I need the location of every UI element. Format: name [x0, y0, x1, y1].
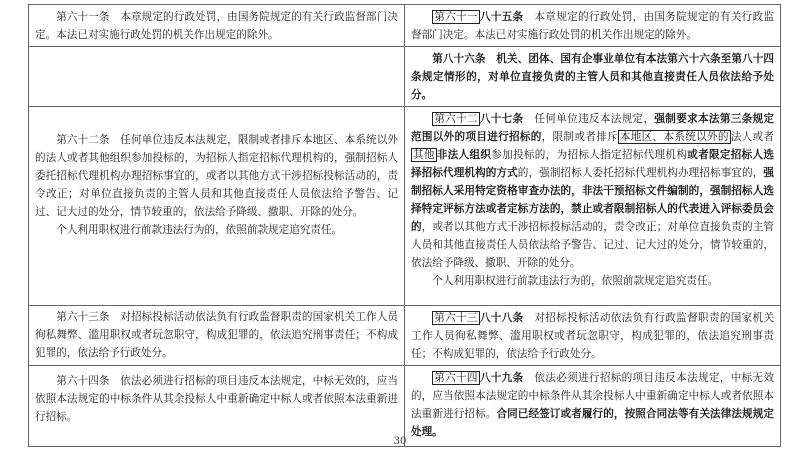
article-body: 法人或者	[730, 131, 775, 143]
article-paragraph-2: 个人利用职权进行前款违法行为的，依照前款规定追究责任。	[56, 224, 343, 236]
article-number: 第六十二条	[56, 134, 110, 146]
revised-cell	[405, 5, 781, 47]
article-text	[35, 308, 398, 362]
original-cell	[29, 5, 405, 47]
page-number: 30	[393, 436, 407, 447]
new-article-number: 八十八条	[479, 312, 524, 324]
new-article-number: 八十九条	[479, 372, 524, 384]
deleted-text-box: 本地区、本系统以外的	[619, 131, 729, 143]
article-text	[411, 110, 774, 272]
article-body: 对招标投标活动依法负有行政监督职责的国家机关工作人员徇私舞弊、滥用职权或者玩忽职守，构成犯罪的，依法追究刑事责任；不构成犯罪的，依法给予行政处分。	[411, 312, 775, 360]
added-text: 强制招标人采用特定资格审查办法的，非法干预招标文件编制的，强制招标人选择特定评标方法或者定标方法的，禁止或者限制招标人的代表进入评标委员会的	[411, 167, 775, 233]
added-text: 强制要求本法第三条规定范围以外的项目进行招标的	[411, 113, 775, 143]
article-text	[411, 369, 774, 441]
article-number: 第六十一条	[56, 11, 110, 23]
revised-cell	[405, 366, 781, 447]
article-body: 任何单位违反本法规定，	[534, 113, 655, 125]
old-article-number-box: 第六十四	[434, 372, 478, 384]
added-text: 或者限定招标人选择招标代理机构的方式	[411, 149, 775, 179]
revised-cell	[405, 306, 781, 366]
deleted-text-box: 其他	[413, 149, 435, 161]
article-text	[35, 8, 398, 44]
article-body-new: 第八十六条 机关、团体、国有企事业单位有本法第六十六条至第八十四条规定情形的，对单位直接负责的主管人员和其他直接责任人员依法给予处分。	[411, 53, 774, 101]
table-row	[29, 107, 781, 306]
article-body: 依法必须进行招标的项目违反本法规定，中标无效的，应当依照本法规定的中标条件从其余投标人中重新确定中标人或者依照本法重新进行招标。	[35, 375, 399, 423]
revised-cell	[405, 47, 781, 107]
added-text: 合同已经签订或者履行的，按照合同法等有关法律法规规定处理。	[411, 408, 775, 438]
added-text: 非法人组织	[436, 149, 492, 161]
comparison-table	[28, 4, 781, 447]
article-body: ，限制或者排斥	[541, 131, 618, 143]
article-body: 依法必须进行招标的项目违反本法规定，中标无效的，应当依照本法规定的中标条件从其余投标人中重新确定中标人或者依照本法重新进行招标。	[411, 372, 775, 420]
old-article-number-box: 第六十二	[434, 113, 478, 125]
article-body: 任何单位违反本法规定，限制或者排斥本地区、本系统以外的法人或者其他组织参加投标的，为招标人指定招标代理机构的，强制招标人委托招标代理机构办理招标事宜的，或者以其他方式干涉招标投标活动的，责令改正；对单位直接负责的主管人员和其他直接责任人员依法给予警告、记过、记大过的处分，情节较重的，依法给予降级、撤职、开除的处分。	[35, 134, 399, 218]
article-text	[411, 8, 774, 44]
article-number: 第六十四条	[56, 375, 110, 387]
original-cell-empty	[29, 47, 405, 107]
article-body: 的，强制招标人委托招标代理机构办理招标事宜的，	[517, 167, 764, 179]
original-cell	[29, 107, 405, 306]
new-article-number: 八十七条	[479, 113, 524, 125]
table-row	[29, 5, 781, 47]
article-body: 本章规定的行政处罚，由国务院规定的有关行政监督部门决定。本法已对实施行政处罚的机关作出规定的除外。	[35, 11, 399, 41]
original-cell	[29, 306, 405, 366]
table-row	[29, 306, 781, 366]
new-article-number: 八十五条	[479, 11, 524, 23]
article-body: 本章规定的行政处罚，由国务院规定的有关行政监督部门决定。本法已对实施行政处罚的机关作出规定的除外。	[411, 11, 775, 41]
article-text	[35, 131, 398, 221]
original-cell	[29, 366, 405, 447]
article-body: 参加投标的，为招标人指定招标代理机构	[491, 149, 688, 161]
table-row	[29, 47, 781, 107]
revised-cell	[405, 107, 781, 306]
article-body: ，或者以其他方式干涉招标投标活动的，责令改正；对单位直接负责的主管人员和其他直接责任人员依法给予警告、记过、记大过的处分，情节较重的，依法给予降级、撤职、开除的处分。	[411, 221, 775, 269]
old-article-number-box: 第六十三	[434, 312, 478, 324]
article-body: 对招标投标活动依法负有行政监督职责的国家机关工作人员徇私舞弊、滥用职权或者玩忽职守，构成犯罪的，依法追究刑事责任；不构成犯罪的，依法给予行政处分。	[35, 311, 399, 359]
table-row	[29, 366, 781, 447]
article-number: 第六十三条	[56, 311, 110, 323]
old-article-number-box: 第六十一	[434, 11, 478, 23]
article-paragraph-2: 个人利用职权进行前款违法行为的，依照前款规定追究责任。	[432, 275, 719, 287]
article-text	[35, 372, 398, 426]
article-text	[411, 309, 774, 363]
